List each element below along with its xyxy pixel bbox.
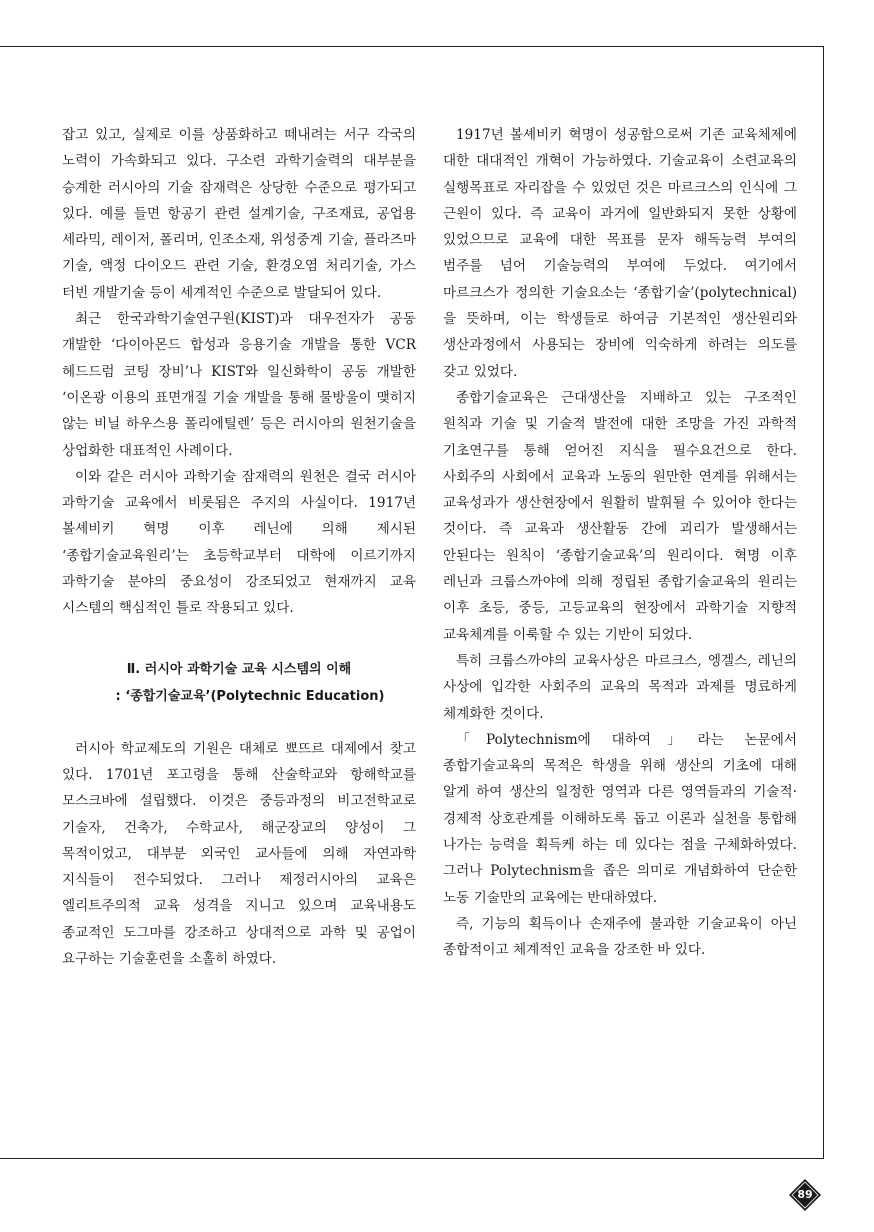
right-column bbox=[443, 122, 797, 964]
top-rule bbox=[0, 46, 824, 47]
left-paragraph-4: 러시아 학교제도의 기원은 대체로 뾰뜨르 대제에서 찾고 있다. 1701년 포고령을 통해 산술학교와 항해학교를 모스크바에 설립했다. 이것은 중등과정의 비고전학교로 기술자, 건축가, 수학교사, 해군장교의 양성이 그 목적이었고, 대부분 외국인 교사들에 의해 자연과학 지식들이 전수되었다. 그러나 제정러시아의 교육은 엘리트주의적 교육 성격을 지니고 있으며 교육내용도 종교적인 도그마를 강조하고 상대적으로 과학 및 공업이 요구하는 기술훈련을 소홀히 하였다. bbox=[62, 740, 416, 968]
right-paragraph-4: 「Polytechnism에 대하여」라는 논문에서 종합기술교육의 목적은 학생을 위해 생산의 기초에 대해 알게 하여 생산의 일정한 영역과 다른 영역들과의 기술적·경제적 상호관계를 이해하도록 돕고 이론과 실천을 통합해 나가는 능력을 획득케 하는 데 있다는 점을 구체화하였다. 그러나 Polytechnism을 좁은 의미로 개념화하여 단순한 노동 기술만의 교육에는 반대하였다. bbox=[443, 731, 797, 906]
left-paragraph-1: 잡고 있고, 실제로 이를 상품화하고 떼내려는 서구 각국의 노력이 가속화되고 있다. 구소련 과학기술력의 대부분을 승계한 러시아의 기술 잠재력은 상당한 수준으로 평가되고 있다. 예를 들면 항공기 관련 설계기술, 구조재료, 공업용 세라믹, 레이저, 폴리머, 인조소재, 위성중계 기술, 플라즈마 기술, 액정 다이오드 관련 기술, 환경오염 처리기술, 가스 터빈 개발기술 등이 세계적인 수준으로 발달되어 있다. bbox=[62, 127, 416, 301]
bottom-rule bbox=[0, 1158, 824, 1159]
left-paragraph-2: 최근 한국과학기술연구원(KIST)과 대우전자가 공동 개발한 ‘다이아몬드 합성과 응용기술 개발을 통한 VCR 헤드드럼 코팅 장비’나 KIST와 일신화학이 공동 개발한 ‘이온광 이용의 표면개질 기술 개발을 통해 물방울이 맺히지 않는 비닐 하우스용 폴리에틸렌’ 등은 러시아의 원천기술을 상업화한 대표적인 사례이다. bbox=[62, 311, 416, 459]
section-heading bbox=[62, 656, 416, 710]
right-rule bbox=[823, 46, 824, 1159]
left-paragraph-3: 이와 같은 러시아 과학기술 잠재력의 원천은 결국 러시아 과학기술 교육에서 비롯됨은 주지의 사실이다. 1917년 볼셰비키 혁명 이후 레닌에 의해 제시된 ‘종합기술교육원리’는 초등학교부터 대학에 이르기까지 과학기술 분야의 중요성이 강조되었고 현재까지 교육 시스템의 핵심적인 틀로 작용되고 있다. bbox=[62, 468, 416, 617]
page-number: 89 bbox=[797, 1188, 813, 1201]
right-paragraph-3: 특히 크룹스까야의 교육사상은 마르크스, 엥겔스, 레닌의 사상에 입각한 사회주의 교육의 목적과 과제를 명료하게 체계화한 것이다. bbox=[443, 652, 797, 722]
right-paragraph-2: 종합기술교육은 근대생산을 지배하고 있는 구조적인 원칙과 기술 및 기술적 발전에 대한 조망을 가진 과학적 기초연구를 통해 얻어진 지식을 필수요건으로 한다. 사회주의 사회에서 교육과 노동의 원만한 연계를 위해서는 교육성과가 생산현장에서 원활히 발휘될 수 있어야 한다는 것이다. 즉 교육과 생산활동 간에 괴리가 발생해서는 안된다는 원칙이 ‘종합기술교육’의 원리이다. 혁명 이후 레닌과 크룹스까야에 의해 정립된 종합기술교육의 원리는 이후 초등, 중등, 고등교육의 현장에서 과학기술 지향적 교육체계를 이룩할 수 있는 기반이 되었다. bbox=[443, 389, 797, 643]
page-number-badge bbox=[788, 1178, 822, 1212]
right-paragraph-5: 즉, 기능의 획득이나 손재주에 불과한 기술교육이 아닌 종합적이고 체계적인 교육을 강조한 바 있다. bbox=[443, 915, 797, 959]
section-heading-subtitle: : ‘종합기술교육’(Polytechnic Education) bbox=[115, 688, 385, 704]
right-paragraph-1: 1917년 볼셰비키 혁명이 성공함으로써 기존 교육체제에 대한 대대적인 개혁이 가능하였다. 기술교육이 소련교육의 실행목표로 자리잡을 수 있었던 것은 마르크스의 인식에 그 근원이 있다. 즉 교육이 과거에 일반화되지 못한 상황에 있었으므로 교육에 대한 목표를 문자 해독능력 부여의 범주를 넘어 기술능력의 부여에 두었다. 여기에서 마르크스가 정의한 기술요소는 ‘종합기술’(polytechnical)을 뜻하며, 이는 학생들로 하여금 기본적인 생산원리와 생산과정에서 사용되는 장비에 익숙하게 하려는 의도를 갖고 있었다. bbox=[443, 127, 797, 380]
section-heading-title: Ⅱ. 러시아 과학기술 교육 시스템의 이해 bbox=[126, 661, 352, 677]
left-column bbox=[62, 122, 416, 972]
